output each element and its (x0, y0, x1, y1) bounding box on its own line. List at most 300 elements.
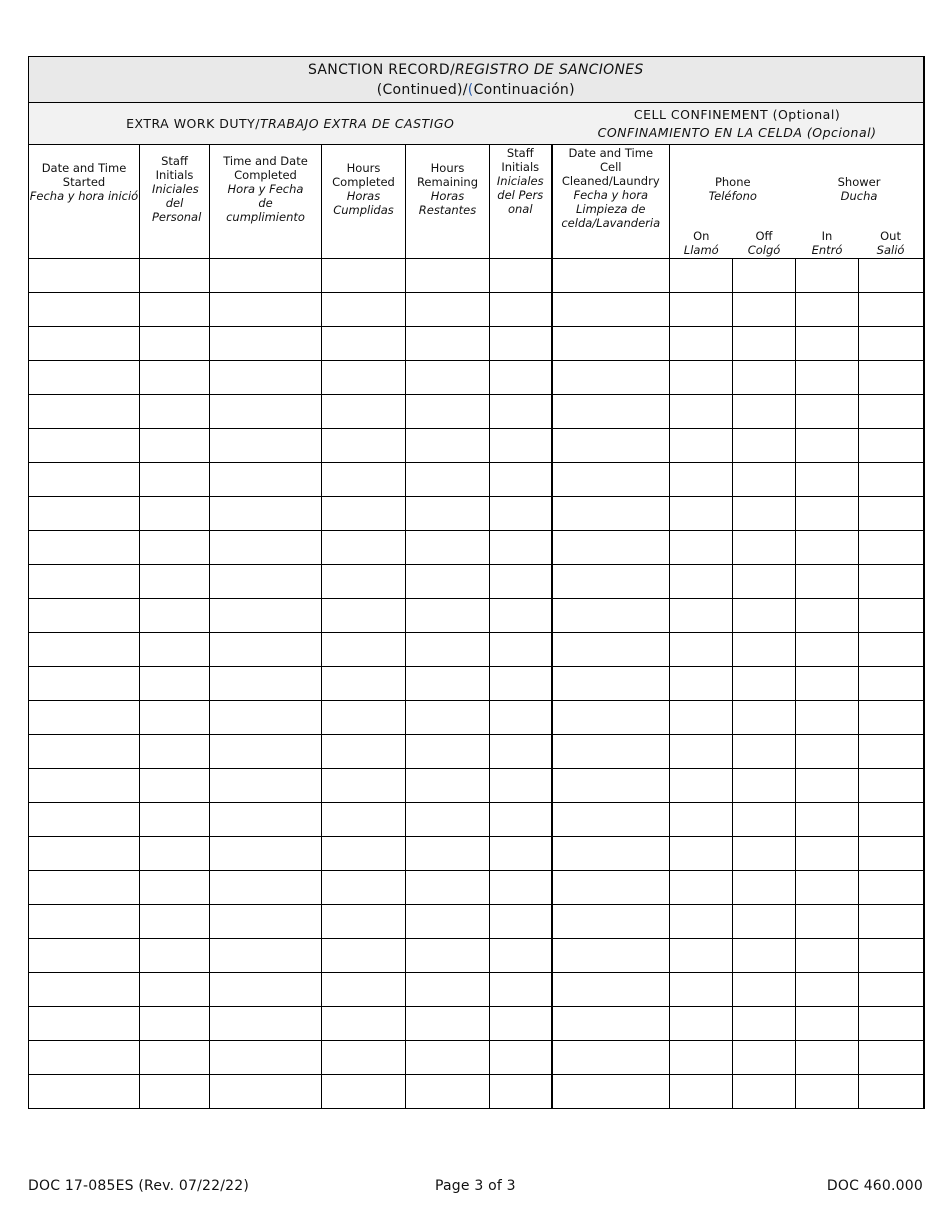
cell-hours-completed[interactable] (322, 701, 406, 735)
cell-staff-initials-1[interactable] (140, 939, 210, 973)
cell-staff-initials-2[interactable] (490, 939, 552, 973)
cell-time-completed[interactable] (210, 735, 322, 769)
cell-phone-off[interactable] (733, 1041, 796, 1075)
cell-staff-initials-2[interactable] (490, 531, 552, 565)
cell-phone-off[interactable] (733, 667, 796, 701)
cell-shower-in[interactable] (796, 259, 859, 293)
table-row (29, 905, 924, 939)
cell-hours-remaining[interactable] (406, 565, 490, 599)
cell-hours-remaining[interactable] (406, 1007, 490, 1041)
cell-shower-out[interactable] (859, 1007, 924, 1041)
cell-hours-remaining[interactable] (406, 463, 490, 497)
cell-phone-off[interactable] (733, 327, 796, 361)
cell-staff-initials-2[interactable] (490, 905, 552, 939)
extra-work-spanish: TRABAJO EXTRA DE CASTIGO (260, 115, 455, 131)
table-row (29, 735, 924, 769)
cell-shower-in[interactable] (796, 531, 859, 565)
cell-time-completed[interactable] (210, 259, 322, 293)
cell-date-started[interactable] (29, 1041, 140, 1075)
cell-shower-out[interactable] (859, 735, 924, 769)
cell-date-started[interactable] (29, 361, 140, 395)
title-spanish: REGISTRO DE SANCIONES (454, 61, 644, 78)
cell-shower-out[interactable] (859, 565, 924, 599)
cell-staff-initials-2[interactable] (490, 293, 552, 327)
cell-cell-cleaned[interactable] (552, 667, 670, 701)
cell-staff-initials-1[interactable] (140, 395, 210, 429)
cell-cell-cleaned[interactable] (552, 259, 670, 293)
cell-hours-remaining[interactable] (406, 293, 490, 327)
cell-staff-initials-1[interactable] (140, 429, 210, 463)
cell-cell-cleaned[interactable] (552, 769, 670, 803)
cell-hours-completed[interactable] (322, 803, 406, 837)
cell-phone-off[interactable] (733, 769, 796, 803)
cell-phone-on[interactable] (670, 327, 733, 361)
cell-phone-off[interactable] (733, 259, 796, 293)
cell-time-completed[interactable] (210, 803, 322, 837)
table-row (29, 429, 924, 463)
cell-date-started[interactable] (29, 293, 140, 327)
cell-staff-initials-2[interactable] (490, 599, 552, 633)
cell-phone-off[interactable] (733, 429, 796, 463)
cell-staff-initials-2[interactable] (490, 837, 552, 871)
cell-date-started[interactable] (29, 633, 140, 667)
col-hours-remaining-spanish: Horas Restantes (418, 189, 477, 217)
cell-hours-completed[interactable] (322, 667, 406, 701)
table-row (29, 871, 924, 905)
cell-date-started[interactable] (29, 769, 140, 803)
cell-staff-initials-2[interactable] (490, 429, 552, 463)
cell-hours-remaining[interactable] (406, 939, 490, 973)
cell-phone-off[interactable] (733, 599, 796, 633)
cell-staff-initials-1[interactable] (140, 735, 210, 769)
cell-hours-remaining[interactable] (406, 1041, 490, 1075)
cell-date-started[interactable] (29, 463, 140, 497)
cell-phone-on[interactable] (670, 735, 733, 769)
cell-staff-initials-2[interactable] (490, 803, 552, 837)
cell-shower-in[interactable] (796, 701, 859, 735)
cell-time-completed[interactable] (210, 701, 322, 735)
cell-hours-completed[interactable] (322, 531, 406, 565)
cell-hours-remaining[interactable] (406, 395, 490, 429)
cell-shower-in[interactable] (796, 429, 859, 463)
cell-shower-out[interactable] (859, 1075, 924, 1109)
cell-date-started[interactable] (29, 905, 140, 939)
cell-shower-in[interactable] (796, 1075, 859, 1109)
cell-hours-remaining[interactable] (406, 837, 490, 871)
cell-staff-initials-1[interactable] (140, 1041, 210, 1075)
table-row (29, 633, 924, 667)
cell-hours-remaining[interactable] (406, 905, 490, 939)
cell-date-started[interactable] (29, 327, 140, 361)
cell-phone-on[interactable] (670, 497, 733, 531)
cell-staff-initials-1[interactable] (140, 565, 210, 599)
cell-staff-initials-1[interactable] (140, 667, 210, 701)
cell-cell-cleaned[interactable] (552, 837, 670, 871)
cell-time-completed[interactable] (210, 973, 322, 1007)
cell-staff-initials-1[interactable] (140, 293, 210, 327)
cell-time-completed[interactable] (210, 1041, 322, 1075)
cell-cell-cleaned[interactable] (552, 293, 670, 327)
cell-cell-cleaned[interactable] (552, 973, 670, 1007)
cell-hours-completed[interactable] (322, 395, 406, 429)
cell-phone-on[interactable] (670, 361, 733, 395)
cell-hours-completed[interactable] (322, 1041, 406, 1075)
table-row (29, 497, 924, 531)
cell-time-completed[interactable] (210, 769, 322, 803)
cell-hours-completed[interactable] (322, 565, 406, 599)
cell-staff-initials-1[interactable] (140, 531, 210, 565)
cell-hours-completed[interactable] (322, 1007, 406, 1041)
cell-phone-on[interactable] (670, 803, 733, 837)
page-number: Page 3 of 3 (435, 1178, 516, 1194)
cell-cell-cleaned[interactable] (552, 327, 670, 361)
cell-time-completed[interactable] (210, 429, 322, 463)
cell-time-completed[interactable] (210, 463, 322, 497)
cell-phone-off[interactable] (733, 1007, 796, 1041)
cell-hours-remaining[interactable] (406, 769, 490, 803)
cell-hours-remaining[interactable] (406, 735, 490, 769)
cell-cell-cleaned[interactable] (552, 361, 670, 395)
doc-number: DOC 460.000 (826, 1178, 923, 1194)
cell-shower-in[interactable] (796, 973, 859, 1007)
cell-phone-off[interactable] (733, 293, 796, 327)
cell-shower-in[interactable] (796, 871, 859, 905)
cell-phone-on[interactable] (670, 701, 733, 735)
form-title (29, 57, 924, 103)
cell-shower-out[interactable] (859, 939, 924, 973)
cell-hours-completed[interactable] (322, 939, 406, 973)
cell-hours-remaining[interactable] (406, 701, 490, 735)
cell-staff-initials-2[interactable] (490, 701, 552, 735)
cell-hours-completed[interactable] (322, 871, 406, 905)
cell-shower-in[interactable] (796, 463, 859, 497)
cell-phone-off[interactable] (733, 361, 796, 395)
cell-shower-out[interactable] (859, 361, 924, 395)
cell-date-started[interactable] (29, 837, 140, 871)
cell-staff-initials-1[interactable] (140, 599, 210, 633)
cell-shower-in[interactable] (796, 633, 859, 667)
cell-hours-completed[interactable] (322, 463, 406, 497)
cell-hours-completed[interactable] (322, 361, 406, 395)
cell-phone-on[interactable] (670, 395, 733, 429)
cell-date-started[interactable] (29, 531, 140, 565)
cell-phone-on[interactable] (670, 599, 733, 633)
cell-staff-initials-2[interactable] (490, 395, 552, 429)
cell-phone-on[interactable] (670, 259, 733, 293)
cell-phone-off[interactable] (733, 871, 796, 905)
cell-cell-cleaned[interactable] (552, 429, 670, 463)
cell-staff-initials-1[interactable] (140, 633, 210, 667)
cell-phone-off[interactable] (733, 463, 796, 497)
cell-phone-off[interactable] (733, 633, 796, 667)
cell-staff-initials-1[interactable] (140, 259, 210, 293)
cell-hours-remaining[interactable] (406, 633, 490, 667)
cell-hours-completed[interactable] (322, 769, 406, 803)
cell-phone-off[interactable] (733, 701, 796, 735)
cell-hours-remaining[interactable] (406, 259, 490, 293)
cell-shower-out[interactable] (859, 905, 924, 939)
cell-time-completed[interactable] (210, 395, 322, 429)
cell-date-started[interactable] (29, 599, 140, 633)
cell-staff-initials-1[interactable] (140, 463, 210, 497)
cell-phone-on[interactable] (670, 837, 733, 871)
cell-date-started[interactable] (29, 497, 140, 531)
cell-phone-off[interactable] (733, 803, 796, 837)
cell-phone-on[interactable] (670, 531, 733, 565)
cell-staff-initials-1[interactable] (140, 871, 210, 905)
cell-staff-initials-2[interactable] (490, 259, 552, 293)
cell-shower-in[interactable] (796, 361, 859, 395)
cell-time-completed[interactable] (210, 633, 322, 667)
cell-shower-out[interactable] (859, 667, 924, 701)
cell-staff-initials-2[interactable] (490, 1041, 552, 1075)
cell-staff-initials-2[interactable] (490, 1007, 552, 1041)
cell-cell-cleaned[interactable] (552, 1007, 670, 1041)
cell-phone-on[interactable] (670, 293, 733, 327)
cell-cell-cleaned[interactable] (552, 803, 670, 837)
cell-phone-off[interactable] (733, 973, 796, 1007)
cell-staff-initials-2[interactable] (490, 497, 552, 531)
cell-phone-on[interactable] (670, 871, 733, 905)
table-row (29, 973, 924, 1007)
cell-shower-out[interactable] (859, 871, 924, 905)
cell-hours-completed[interactable] (322, 429, 406, 463)
cell-phone-off[interactable] (733, 1075, 796, 1109)
cell-cell-cleaned[interactable] (552, 701, 670, 735)
cell-hours-completed[interactable] (322, 497, 406, 531)
cell-cell-cleaned[interactable] (552, 599, 670, 633)
cell-time-completed[interactable] (210, 905, 322, 939)
cell-staff-initials-2[interactable] (490, 769, 552, 803)
cell-staff-initials-1[interactable] (140, 361, 210, 395)
cell-cell-cleaned[interactable] (552, 871, 670, 905)
cell-shower-in[interactable] (796, 939, 859, 973)
cell-hours-remaining[interactable] (406, 361, 490, 395)
cell-shower-in[interactable] (796, 327, 859, 361)
cell-phone-on[interactable] (670, 905, 733, 939)
cell-staff-initials-2[interactable] (490, 735, 552, 769)
cell-time-completed[interactable] (210, 667, 322, 701)
cell-shower-out[interactable] (859, 429, 924, 463)
entry-rows (29, 259, 924, 1109)
cell-hours-completed[interactable] (322, 973, 406, 1007)
cell-staff-initials-2[interactable] (490, 667, 552, 701)
cell-staff-initials-2[interactable] (490, 361, 552, 395)
cell-cell-cleaned[interactable] (552, 497, 670, 531)
cell-phone-on[interactable] (670, 973, 733, 1007)
cell-phone-off[interactable] (733, 735, 796, 769)
cell-time-completed[interactable] (210, 497, 322, 531)
cell-date-started[interactable] (29, 667, 140, 701)
cell-staff-initials-1[interactable] (140, 803, 210, 837)
cell-hours-remaining[interactable] (406, 973, 490, 1007)
cell-shower-in[interactable] (796, 837, 859, 871)
cell-hours-completed[interactable] (322, 327, 406, 361)
cell-date-started[interactable] (29, 701, 140, 735)
cell-shower-in[interactable] (796, 599, 859, 633)
cell-staff-initials-2[interactable] (490, 327, 552, 361)
cell-staff-initials-1[interactable] (140, 497, 210, 531)
cell-shower-out[interactable] (859, 803, 924, 837)
cell-hours-remaining[interactable] (406, 531, 490, 565)
cell-hours-completed[interactable] (322, 293, 406, 327)
cell-phone-on[interactable] (670, 633, 733, 667)
cell-time-completed[interactable] (210, 939, 322, 973)
cell-hours-remaining[interactable] (406, 429, 490, 463)
cell-cell-cleaned[interactable] (552, 463, 670, 497)
cell-shower-in[interactable] (796, 905, 859, 939)
cell-shower-out[interactable] (859, 395, 924, 429)
cell-staff-initials-2[interactable] (490, 871, 552, 905)
cell-hours-remaining[interactable] (406, 871, 490, 905)
cell-phone-off[interactable] (733, 939, 796, 973)
cell-shower-in[interactable] (796, 395, 859, 429)
cell-shower-in[interactable] (796, 1007, 859, 1041)
cell-hours-completed[interactable] (322, 633, 406, 667)
cell-date-started[interactable] (29, 429, 140, 463)
col-cell-cleaned (552, 145, 670, 259)
cell-shower-in[interactable] (796, 769, 859, 803)
table-row (29, 293, 924, 327)
cell-staff-initials-1[interactable] (140, 769, 210, 803)
cell-time-completed[interactable] (210, 1007, 322, 1041)
cell-shower-out[interactable] (859, 1041, 924, 1075)
cell-cell-cleaned[interactable] (552, 735, 670, 769)
cell-cell-cleaned[interactable] (552, 905, 670, 939)
cell-staff-initials-2[interactable] (490, 633, 552, 667)
cell-cell-cleaned[interactable] (552, 395, 670, 429)
cell-date-started[interactable] (29, 871, 140, 905)
cell-time-completed[interactable] (210, 565, 322, 599)
cell-shower-out[interactable] (859, 973, 924, 1007)
cell-shower-out[interactable] (859, 701, 924, 735)
cell-cell-cleaned[interactable] (552, 565, 670, 599)
cell-hours-completed[interactable] (322, 905, 406, 939)
cell-staff-initials-1[interactable] (140, 973, 210, 1007)
cell-phone-on[interactable] (670, 939, 733, 973)
col-shower-in (796, 218, 859, 259)
cell-phone-off[interactable] (733, 395, 796, 429)
continued-paren: ( (467, 81, 474, 98)
cell-cell-cleaned[interactable] (552, 939, 670, 973)
cell-staff-initials-1[interactable] (140, 701, 210, 735)
cell-hours-completed[interactable] (322, 259, 406, 293)
cell-shower-out[interactable] (859, 497, 924, 531)
cell-phone-on[interactable] (670, 1007, 733, 1041)
cell-date-started[interactable] (29, 395, 140, 429)
cell-shower-out[interactable] (859, 293, 924, 327)
cell-hours-remaining[interactable] (406, 803, 490, 837)
col-phone-on-spanish: Llamó (683, 243, 719, 257)
cell-time-completed[interactable] (210, 293, 322, 327)
cell-staff-initials-2[interactable] (490, 463, 552, 497)
table-row (29, 803, 924, 837)
cell-time-completed[interactable] (210, 599, 322, 633)
cell-date-started[interactable] (29, 1007, 140, 1041)
cell-staff-initials-2[interactable] (490, 1075, 552, 1109)
cell-time-completed[interactable] (210, 327, 322, 361)
cell-time-completed[interactable] (210, 871, 322, 905)
cell-staff-initials-1[interactable] (140, 1075, 210, 1109)
cell-date-started[interactable] (29, 259, 140, 293)
cell-phone-on[interactable] (670, 429, 733, 463)
col-shower-english: Shower (837, 175, 881, 189)
cell-date-started[interactable] (29, 803, 140, 837)
cell-phone-off[interactable] (733, 497, 796, 531)
cell-hours-remaining[interactable] (406, 1075, 490, 1109)
cell-shower-out[interactable] (859, 633, 924, 667)
cell-shower-out[interactable] (859, 769, 924, 803)
cell-hours-remaining[interactable] (406, 667, 490, 701)
cell-date-started[interactable] (29, 1075, 140, 1109)
cell-shower-out[interactable] (859, 463, 924, 497)
cell-date-started[interactable] (29, 735, 140, 769)
cell-time-completed[interactable] (210, 361, 322, 395)
cell-phone-on[interactable] (670, 1041, 733, 1075)
cell-date-started[interactable] (29, 565, 140, 599)
cell-cell-cleaned[interactable] (552, 531, 670, 565)
cell-phone-on[interactable] (670, 565, 733, 599)
cell-hours-completed[interactable] (322, 735, 406, 769)
cell-shower-in[interactable] (796, 667, 859, 701)
cell-hours-completed[interactable] (322, 837, 406, 871)
cell-cell-cleaned[interactable] (552, 1075, 670, 1109)
cell-cell-cleaned[interactable] (552, 633, 670, 667)
cell-phone-on[interactable] (670, 463, 733, 497)
col-phone-english: Phone (714, 175, 751, 189)
cell-phone-off[interactable] (733, 905, 796, 939)
cell-shower-in[interactable] (796, 735, 859, 769)
col-phone-spanish: Teléfono (708, 189, 757, 203)
col-staff-initials-1-spanish: Iniciales del Personal (152, 182, 202, 224)
cell-phone-on[interactable] (670, 1075, 733, 1109)
cell-shower-out[interactable] (859, 837, 924, 871)
cell-shower-out[interactable] (859, 259, 924, 293)
cell-hours-completed[interactable] (322, 599, 406, 633)
cell-shower-in[interactable] (796, 293, 859, 327)
cell-hours-completed[interactable] (322, 1075, 406, 1109)
cell-shower-out[interactable] (859, 531, 924, 565)
cell-time-completed[interactable] (210, 531, 322, 565)
cell-phone-off[interactable] (733, 565, 796, 599)
cell-staff-initials-1[interactable] (140, 837, 210, 871)
cell-staff-initials-1[interactable] (140, 327, 210, 361)
cell-time-completed[interactable] (210, 1075, 322, 1109)
cell-shower-in[interactable] (796, 803, 859, 837)
cell-time-completed[interactable] (210, 837, 322, 871)
cell-phone-on[interactable] (670, 667, 733, 701)
cell-date-started[interactable] (29, 939, 140, 973)
cell-shower-out[interactable] (859, 327, 924, 361)
cell-hours-remaining[interactable] (406, 497, 490, 531)
cell-staff-initials-1[interactable] (140, 905, 210, 939)
cell-hours-remaining[interactable] (406, 599, 490, 633)
cell-staff-initials-2[interactable] (490, 973, 552, 1007)
cell-staff-initials-2[interactable] (490, 565, 552, 599)
cell-shower-out[interactable] (859, 599, 924, 633)
cell-shower-in[interactable] (796, 1041, 859, 1075)
cell-phone-off[interactable] (733, 531, 796, 565)
cell-staff-initials-1[interactable] (140, 1007, 210, 1041)
table-row (29, 939, 924, 973)
cell-phone-off[interactable] (733, 837, 796, 871)
cell-cell-cleaned[interactable] (552, 1041, 670, 1075)
cell-shower-in[interactable] (796, 565, 859, 599)
cell-phone-on[interactable] (670, 769, 733, 803)
cell-hours-remaining[interactable] (406, 327, 490, 361)
cell-date-started[interactable] (29, 973, 140, 1007)
cell-shower-in[interactable] (796, 497, 859, 531)
